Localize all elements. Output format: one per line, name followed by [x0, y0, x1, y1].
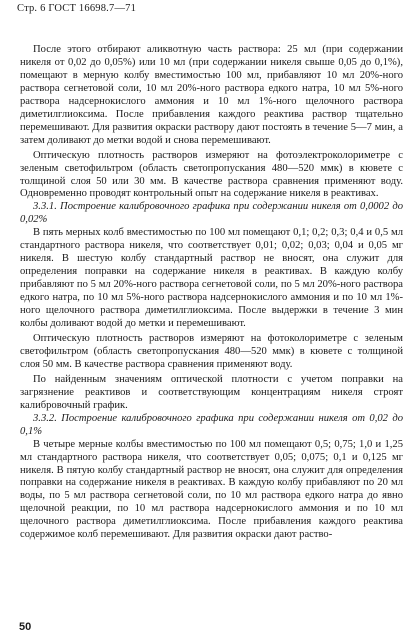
- page-number: 50: [19, 621, 32, 633]
- section-heading-3-3-2: [20, 413, 403, 439]
- paragraph-four-flasks: В четыре мерные колбы вместимостью по 100 мл помещают 0,5; 0,75; 1,0 и 1,25 мл стандартного раствора никеля, что соответствует 0,05; 0,075; 0,1 и 0,125 мг никеля. В пятую колбу стандартный раствор не вносят, она служит для определения поправки на содержание никеля в реактивах. В каждую колбу прибавляют по 20 мл воды, по 5 мл раствора сегнетовой соли, по 10 мл раствора едкого натра до явно щелочной реакции, по 10 мл раствора надсернокислого аммония и по 10 мл щелочного раствора диметилглиоксима. После прибавления каждого реактива содержимое колб перемешивают. Для развития окраски дают раство-: [20, 438, 403, 541]
- page-body: [20, 44, 403, 542]
- section-heading-3-3-1-text: 3.3.1. Построение калибровочного графика при содержании никеля от 0,0002 до 0,02%: [20, 201, 403, 226]
- paragraph-calibration-graph: По найденным значениям оптической плотности с учетом поправки на загрязнение реактивов и соответствующим концентрациям никеля строят калибровочный график.: [20, 373, 403, 411]
- paragraph-photocolorimeter: Оптическую плотность растворов измеряют на фотоколориметре с зеленым светофильтром (область светопропускания 480—520 ммк) в кювете с толщиной слоя 50 мм. В качестве раствора сравнения применяют воду.: [20, 332, 403, 370]
- paragraph-optical-density: Оптическую плотность растворов измеряют на фотоэлектроколориметре с зеленым светофильтром (область светопропускания 480—520 ммк) в кювете с толщиной слоя 50 или 30 мм. В качестве раствора сравнения применяют воду. Одновременно проводят контрольный опыт на содержание никеля в реактивах.: [20, 149, 403, 200]
- paragraph-five-flasks: В пять мерных колб вместимостью по 100 мл помещают 0,1; 0,2; 0,3; 0,4 и 0,5 мл стандартного раствора никеля, что соответствует 0,01; 0,02; 0,03; 0,04 и 0,05 мг никеля. В шестую колбу стандартный раствор не вносят, она служит для определения поправки на содержание никеля в реактивах. В каждую колбу прибавляют по 5 мл 20%-ного раствора сегнетовой соли, по 5 мл 20%-ного раствора едкого натра, по 10 мл 5%-ного раствора надсернокислого аммония и по 10 мл 1%-ного щелочного раствора диметилглиоксима. После выдержки в течение 3 мин колбы доливают водой до метки и перемешивают.: [20, 227, 403, 330]
- section-heading-3-3-2-text: 3.3.2. Построение калибровочного графика при содержании никеля от 0,02 до 0,1%: [20, 412, 403, 437]
- section-heading-3-3-1: [20, 201, 403, 227]
- paragraph-aliquot: После этого отбирают аликвотную часть раствора: 25 мл (при содержании никеля от 0,02 до 0,05%) или 10 мл (при содержании никеля свыше 0,05 до 0,1%), помещают в мерную колбу вместимостью 100 мл, прибавляют 10 мл 20%-ного раствора сегнетовой соли, 10 мл 20%-ного раствора едкого натра, 10 мл 5%-ного раствора надсернокислого аммония и 10 мл 1%-ного щелочного раствора диметилглиоксима. После прибавления каждого реактива раствор тщательно перемешивают. Для развития окраски раствору дают постоять в течение 5—7 мин, а затем доливают до метки водой и снова перемешивают.: [20, 44, 403, 146]
- running-head: Стр. 6 ГОСТ 16698.7—71: [17, 3, 137, 14]
